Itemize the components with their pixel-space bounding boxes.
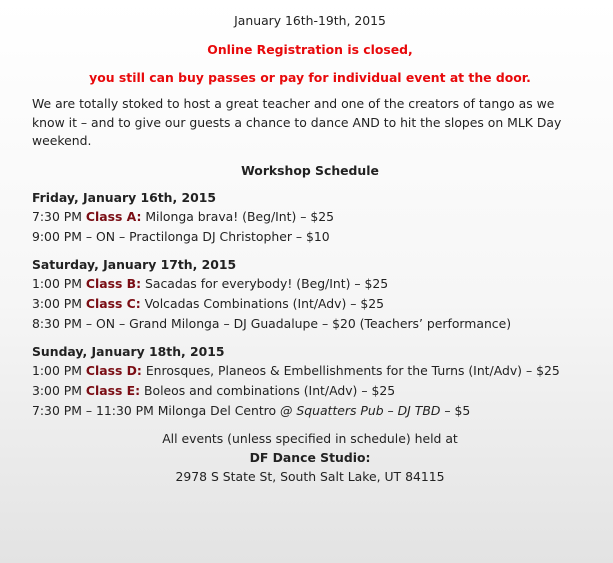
venue-note: All events (unless specified in schedule) held at [162,430,458,446]
registration-closed-notice: Online Registration is closed, [207,42,413,57]
event-price: – $5 [440,402,471,418]
schedule-event [32,207,588,227]
schedule-event [32,381,588,401]
intro-paragraph: We are totally stoked to host a great teacher and one of the creators of tango as we know it – and to give our guests a chance to dance AND to hit the slopes on MLK Day weekend. [32,96,562,148]
day-title: Friday, January 16th, 2015 [32,189,216,205]
schedule-event [32,361,588,381]
event-time: 8:30 PM – ON – Grand Milonga – DJ Guadalupe – $20 (Teachers’ performance) [32,315,512,331]
schedule-event [32,401,588,421]
schedule-title: Workshop Schedule [241,162,379,178]
schedule-days [32,188,588,421]
day-title: Saturday, January 17th, 2015 [32,256,237,272]
event-description: Boleos and combinations (Int/Adv) – $25 [140,382,396,398]
schedule-day [32,188,588,247]
event-dates: January 16th-19th, 2015 [234,13,386,28]
schedule-event [32,227,588,247]
class-label: Class B: [85,275,142,291]
event-time: 7:30 PM – 11:30 PM Milonga Del Centro [32,402,281,418]
event-description: Volcadas Combinations (Int/Adv) – $25 [140,295,385,311]
event-time: 1:00 PM [32,362,86,378]
event-announcement [32,12,588,486]
venue-info [32,429,588,486]
schedule-event [32,294,588,314]
day-title: Sunday, January 18th, 2015 [32,343,225,359]
event-description: Enrosques, Planeos & Embellishments for the Turns (Int/Adv) – $25 [141,362,560,378]
event-description: Milonga brava! (Beg/Int) – $25 [141,208,335,224]
event-time: 7:30 PM [32,208,86,224]
schedule-day [32,342,588,421]
event-description: Sacadas for everybody! (Beg/Int) – $25 [141,275,389,291]
registration-door-notice: you still can buy passes or pay for individual event at the door. [89,70,531,85]
venue-address: 2978 S State St, South Salt Lake, UT 84115 [175,468,445,484]
event-time: 3:00 PM [32,382,86,398]
event-time: 3:00 PM [32,295,86,311]
class-label: Class C: [85,295,141,311]
class-label: Class E: [85,382,141,398]
event-time: 1:00 PM [32,275,86,291]
event-venue: @ Squatters Pub – DJ TBD [280,402,441,418]
event-time: 9:00 PM – ON – Practilonga DJ Christopher – $10 [32,228,330,244]
class-label: Class D: [85,362,142,378]
schedule-event [32,274,588,294]
schedule-day [32,255,588,334]
schedule-event [32,314,588,334]
venue-name: DF Dance Studio: [249,449,371,465]
class-label: Class A: [85,208,142,224]
